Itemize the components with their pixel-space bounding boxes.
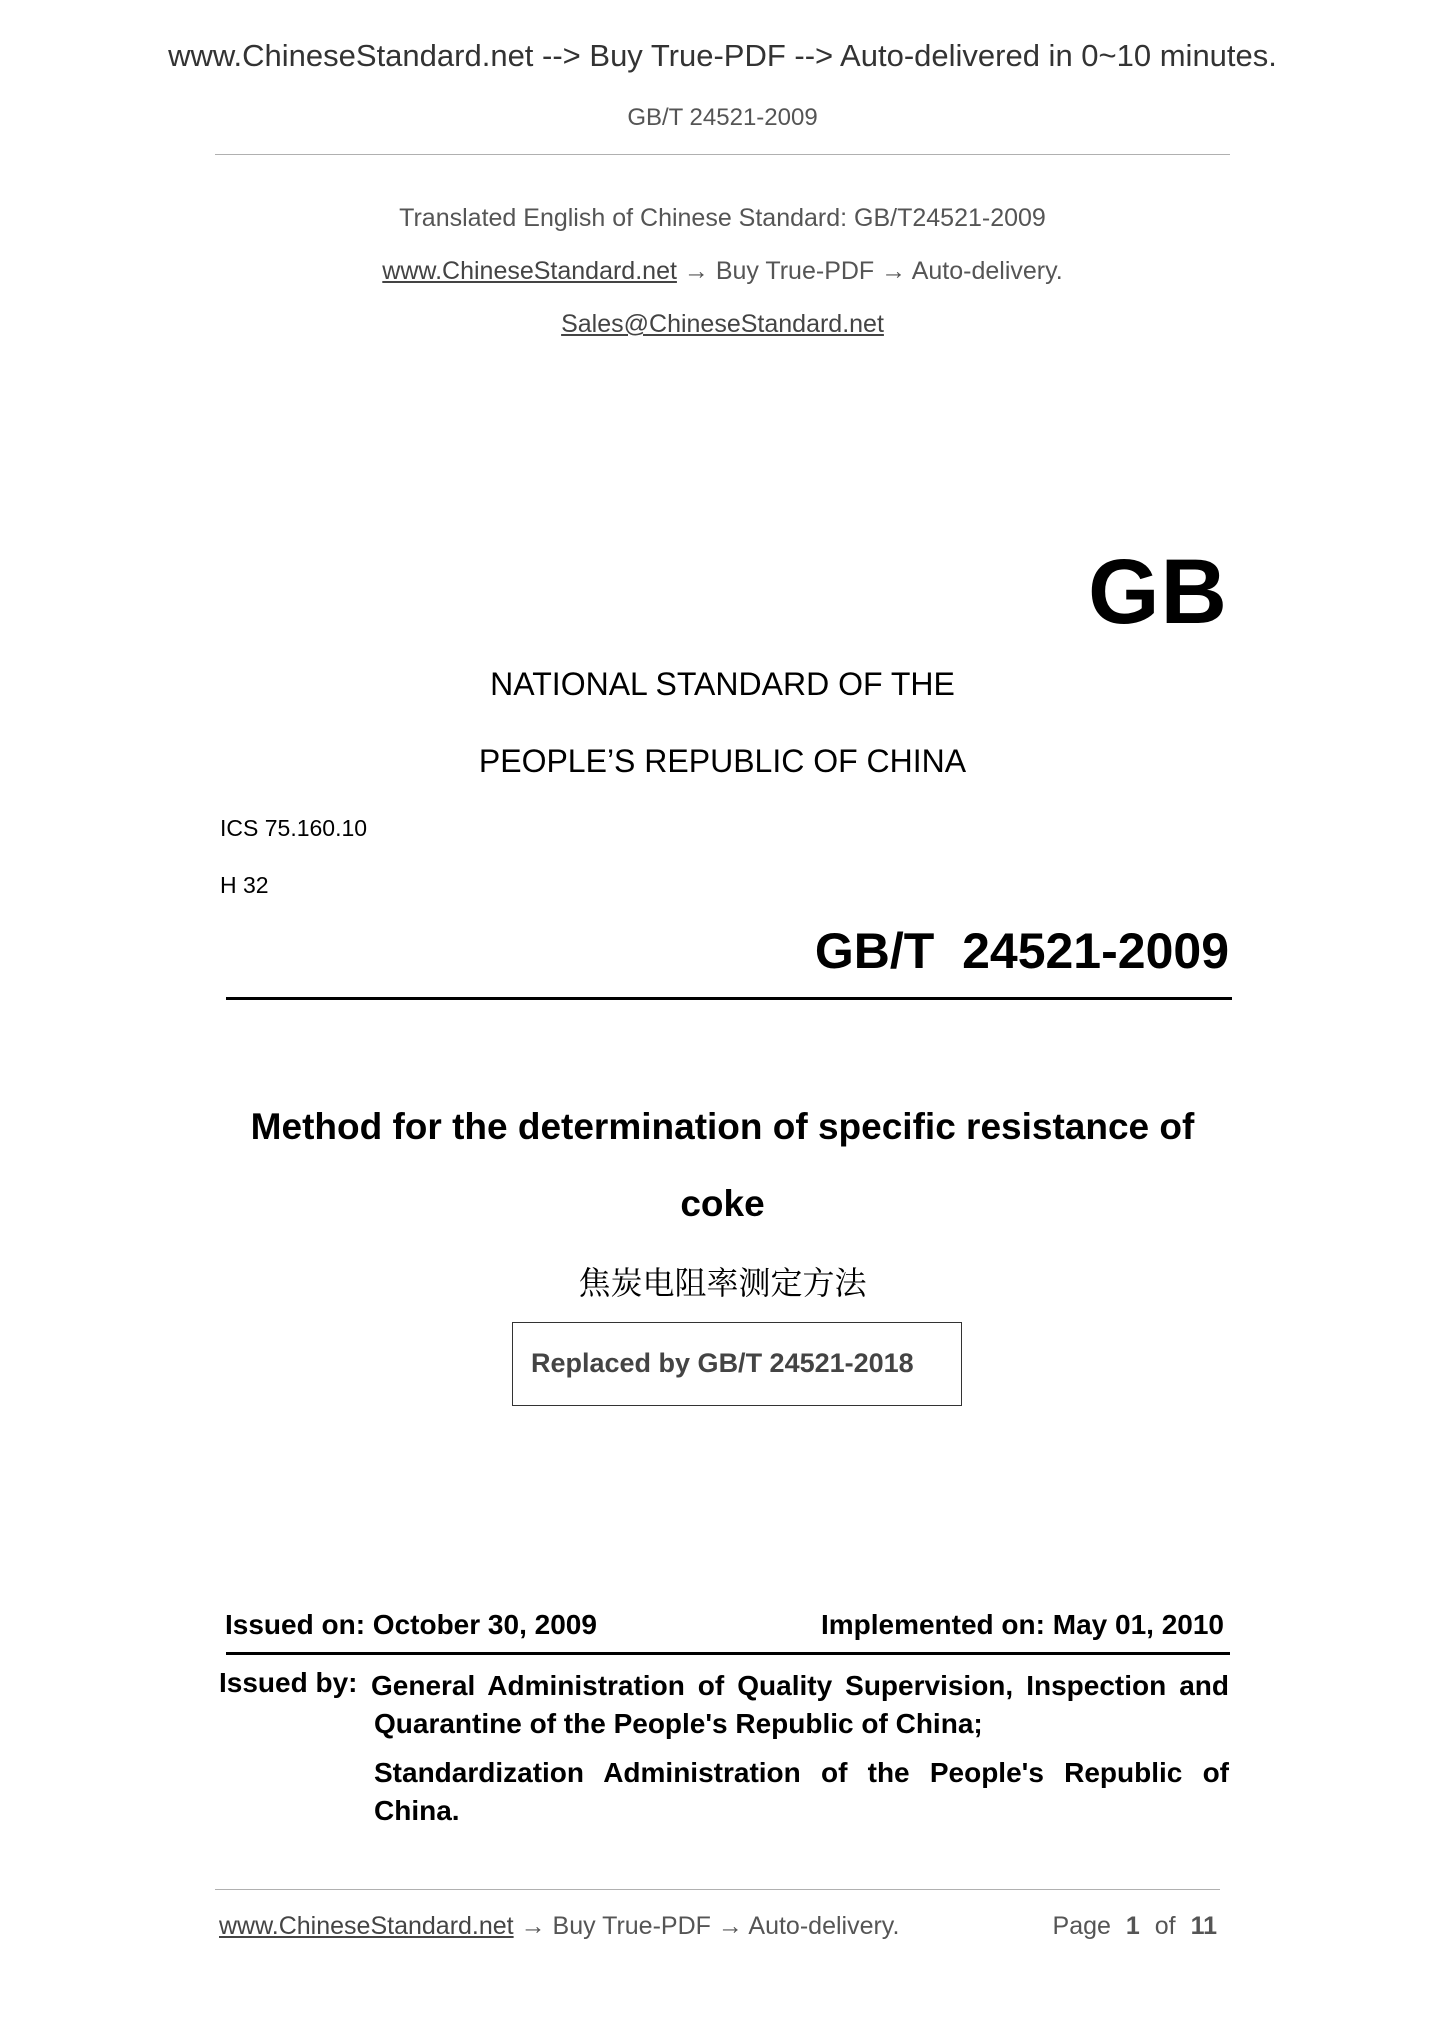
page-total: 11 [1190,1912,1217,1940]
replaced-by-box [512,1322,962,1406]
replaced-by-text: Replaced by GB/T 24521-2018 [531,1348,914,1378]
chinese-title: 焦炭电阻率测定方法 [578,1264,867,1302]
buy-note: → Buy True-PDF → Auto-delivery. [683,257,1063,285]
document-title-line2: coke [680,1183,765,1224]
issuer-2-line1: Standardization Administration of the People's Republic of [374,1757,1229,1788]
h-code: H 32 [220,872,269,898]
issued-by-label: Issued by: [219,1667,358,1698]
footer-divider [215,1889,1220,1890]
translation-links [0,257,1445,286]
dates-rule [226,1652,1230,1655]
footer-buy-note: → Buy True-PDF → Auto-delivery. [520,1912,900,1940]
page-indicator [1053,1912,1217,1941]
top-banner: www.ChineseStandard.net --> Buy True-PDF --> Auto-delivered in 0~10 minutes. [168,38,1277,73]
issuer-2-line2: China. [374,1795,460,1826]
translation-note: Translated English of Chinese Standard: GB/T24521-2009 [399,204,1046,232]
page-label: Page [1052,1912,1111,1940]
ics-code: ICS 75.160.10 [220,815,368,841]
email-row [0,310,1445,339]
implemented-date: Implemented on: May 01, 2010 [820,1609,1224,1640]
of-label: of [1154,1912,1176,1940]
gb-mark: GB [1088,541,1228,643]
national-standard-line1: NATIONAL STANDARD OF THE [490,666,955,702]
site-link[interactable]: www.ChineseStandard.net [382,257,677,285]
document-title-line1: Method for the determination of specific resistance of [250,1106,1195,1147]
footer-links [219,1912,899,1941]
page-current: 1 [1125,1912,1140,1940]
issuer-1-line2: Quarantine of the People's Republic of China; [374,1708,983,1739]
issued-date: Issued on: October 30, 2009 [225,1609,597,1640]
national-standard-line2: PEOPLE’S REPUBLIC OF CHINA [478,743,967,779]
footer-site-link[interactable]: www.ChineseStandard.net [219,1912,514,1940]
sales-email-link[interactable]: Sales@ChineseStandard.net [561,310,884,338]
standard-number-rule [226,997,1232,1000]
issuer-1-line1: General Administration of Quality Supervision, Inspection and [371,1670,1229,1701]
standard-number: GB/T 24521-2009 [814,923,1229,979]
header-doc-code: GB/T 24521-2009 [627,104,818,131]
header-divider [215,154,1230,155]
